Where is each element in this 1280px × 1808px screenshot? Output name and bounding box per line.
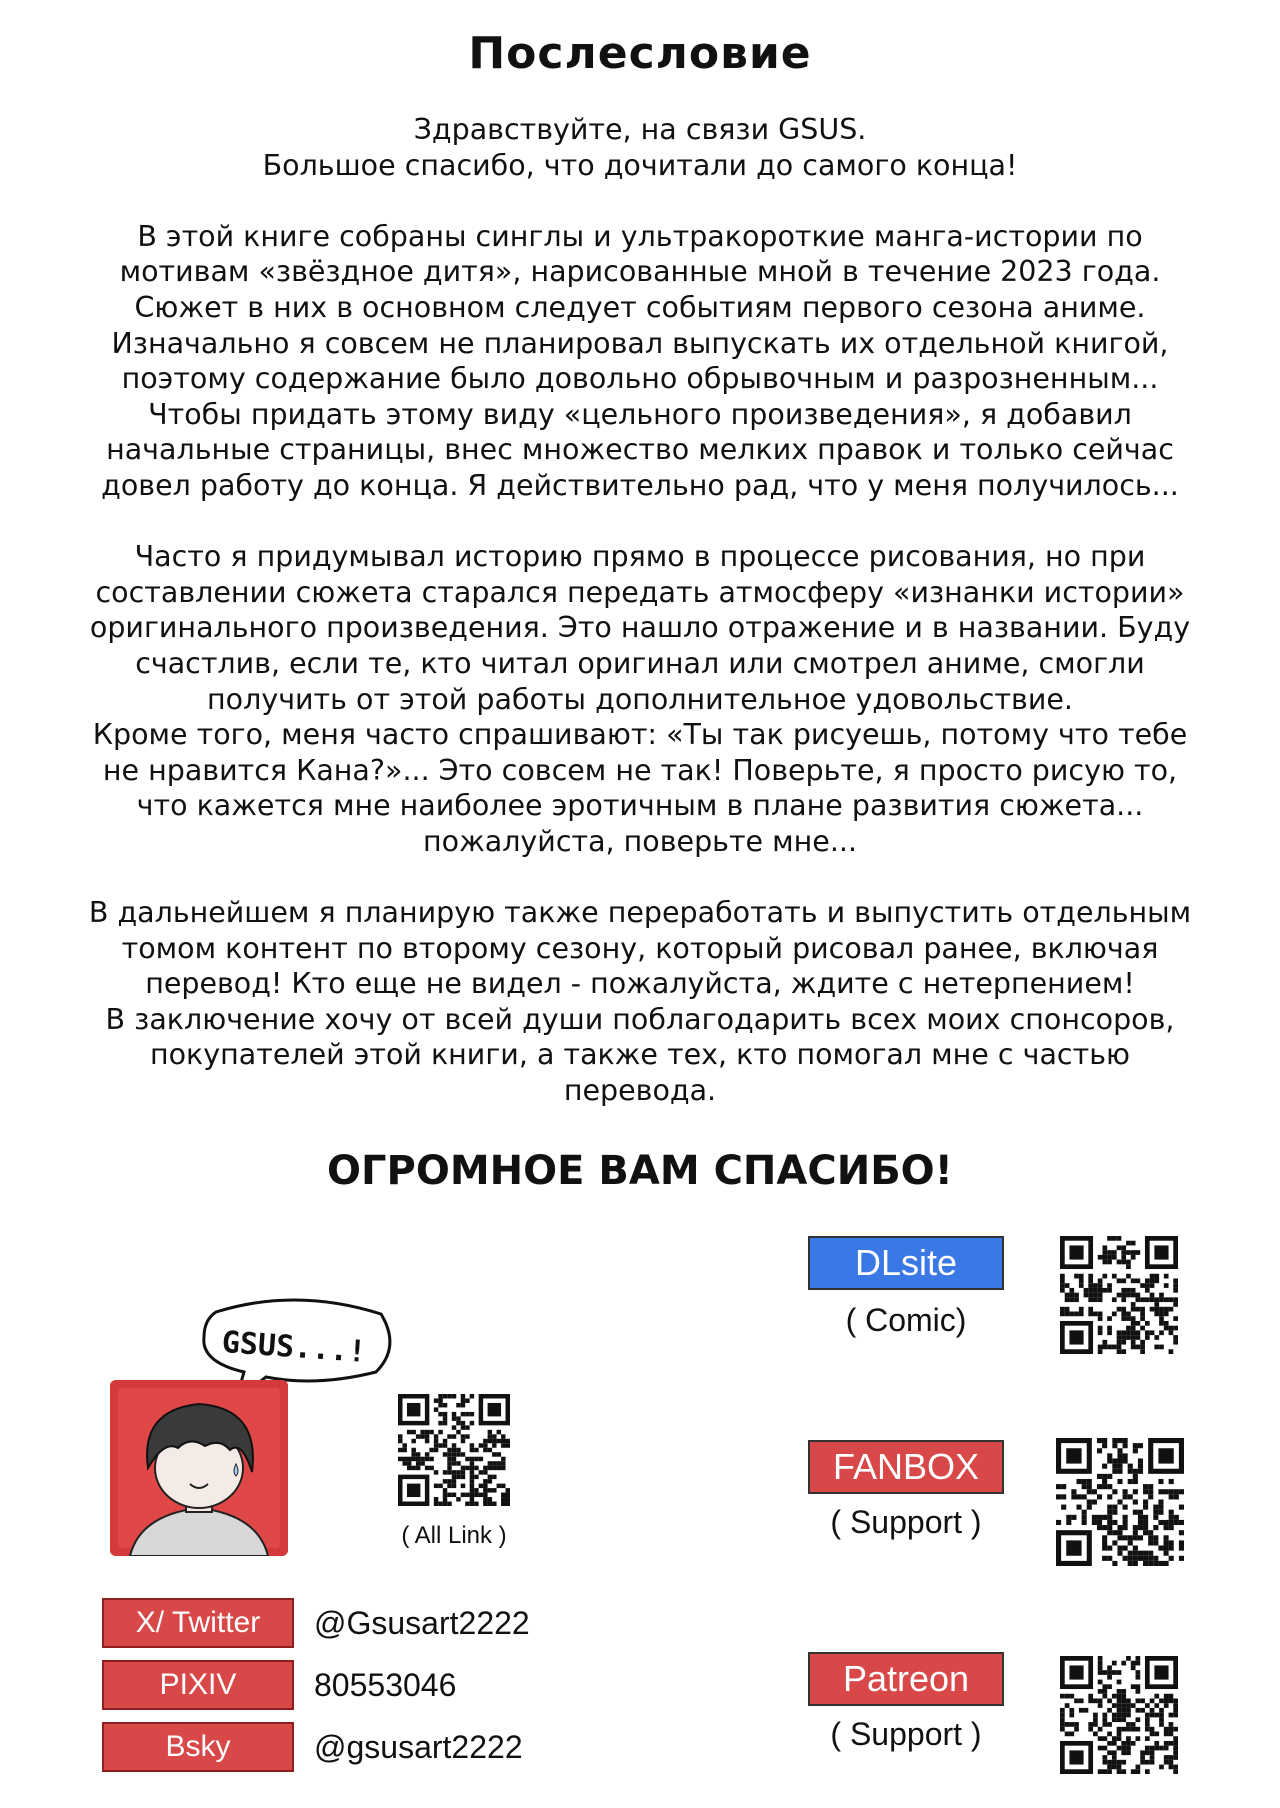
page-title: Послесловие <box>468 28 812 79</box>
afterword-paragraph <box>60 112 1220 183</box>
afterword-line: В дальнейшем я планирую также переработать и выпустить отдельным <box>88 896 1192 930</box>
afterword-line: Большое спасибо, что дочитали до самого конца! <box>262 148 1018 182</box>
fanbox-caption: ( Support ) <box>830 1504 982 1540</box>
afterword-line: составлении сюжета старался передать атмосферу «изнанки истории» <box>95 575 1185 609</box>
afterword-line: счастлив, если те, кто читал оригинал или смотрел аниме, смогли <box>135 646 1145 680</box>
avatar-illustration <box>110 1380 288 1556</box>
fanbox-qr[interactable] <box>1056 1438 1184 1566</box>
afterword-line: Кроме того, меня часто спрашивают: «Ты так рисуешь, потому что тебе <box>92 718 1188 752</box>
dlsite-qr[interactable] <box>1060 1236 1178 1354</box>
all-link-caption: ( All Link ) <box>401 1522 507 1549</box>
afterword-line: Здравствуйте, на связи GSUS. <box>413 113 867 146</box>
patreon-qr[interactable] <box>1060 1656 1178 1774</box>
afterword-line: начальные страницы, внес множество мелких правок и только сейчас <box>106 433 1174 467</box>
social-label-bsky[interactable]: Bsky <box>102 1722 294 1772</box>
qr-code-icon <box>1060 1656 1178 1774</box>
afterword-line: Изначально я совсем не планировал выпускать их отдельной книгой, <box>111 326 1169 360</box>
afterword-line: оригинального произведения. Это нашло отражение и в названии. Буду <box>89 611 1191 645</box>
afterword-line: что кажется мне наиболее эротичным в плане развития сюжета... <box>136 789 1144 823</box>
afterword-paragraph <box>60 539 1220 859</box>
dlsite-caption: ( Comic) <box>845 1302 967 1338</box>
social-label-twitter[interactable]: X/ Twitter <box>102 1598 294 1648</box>
afterword-line: Чтобы придать этому виду «цельного произведения», я добавил <box>148 397 1132 431</box>
qr-code-icon <box>398 1394 510 1506</box>
social-value-pixiv: 80553046 <box>314 1666 457 1703</box>
afterword-line: перевод! Кто еще не видел - пожалуйста, ждите с нетерпением! <box>145 967 1135 1001</box>
afterword-line: В этой книге собраны синглы и ультракороткие манга-истории по <box>137 219 1143 253</box>
afterword-line: пожалуйста, поверьте мне... <box>423 824 857 858</box>
afterword-line: Сюжет в них в основном следует событиям первого сезона аниме. <box>134 290 1146 324</box>
afterword-line: не нравится Кана?»... Это совсем не так! Поверьте, я просто рисую то, <box>102 753 1178 787</box>
afterword-line: перевода. <box>563 1074 717 1108</box>
afterword-line: получить от этой работы дополнительное удовольствие. <box>207 682 1073 716</box>
afterword-paragraph <box>60 219 1220 504</box>
afterword-line: довел работу до конца. Я действительно рад, что у меня получилось... <box>101 468 1179 502</box>
afterword-line: Часто я придумывал историю прямо в процессе рисования, но при <box>134 540 1146 574</box>
afterword-line: мотивам «звёздное дитя», нарисованные мной в течение 2023 года. <box>119 255 1161 289</box>
thanks-heading: ОГРОМНОЕ ВАМ СПАСИБО! <box>327 1148 953 1194</box>
afterword-line: В заключение хочу от всей души поблагодарить всех моих спонсоров, <box>105 1002 1175 1036</box>
qr-code-icon <box>1060 1236 1178 1354</box>
afterword-line: томом контент по второму сезону, который рисовал ранее, включая <box>121 931 1159 965</box>
social-value-twitter: @Gsusart2222 <box>314 1604 530 1641</box>
fanbox-button[interactable]: FANBOX <box>808 1440 1004 1494</box>
patreon-caption: ( Support ) <box>830 1716 982 1752</box>
afterword-line: покупателей этой книги, а также тех, кто помогал мне с частью <box>149 1038 1130 1072</box>
afterword-line: поэтому содержание было довольно обрывочным и разрозненным... <box>121 362 1159 396</box>
patreon-button[interactable]: Patreon <box>808 1652 1004 1706</box>
social-label-pixiv[interactable]: PIXIV <box>102 1660 294 1710</box>
speech-bubble-text: GSUS...! <box>220 1325 368 1370</box>
social-value-bsky: @gsusart2222 <box>314 1728 523 1765</box>
dlsite-button[interactable]: DLsite <box>808 1236 1004 1290</box>
author-avatar <box>110 1380 288 1556</box>
afterword-paragraph <box>60 895 1220 1109</box>
qr-code-icon <box>1056 1438 1184 1566</box>
all-link-qr[interactable] <box>398 1394 510 1506</box>
afterword-body <box>60 112 1220 1109</box>
